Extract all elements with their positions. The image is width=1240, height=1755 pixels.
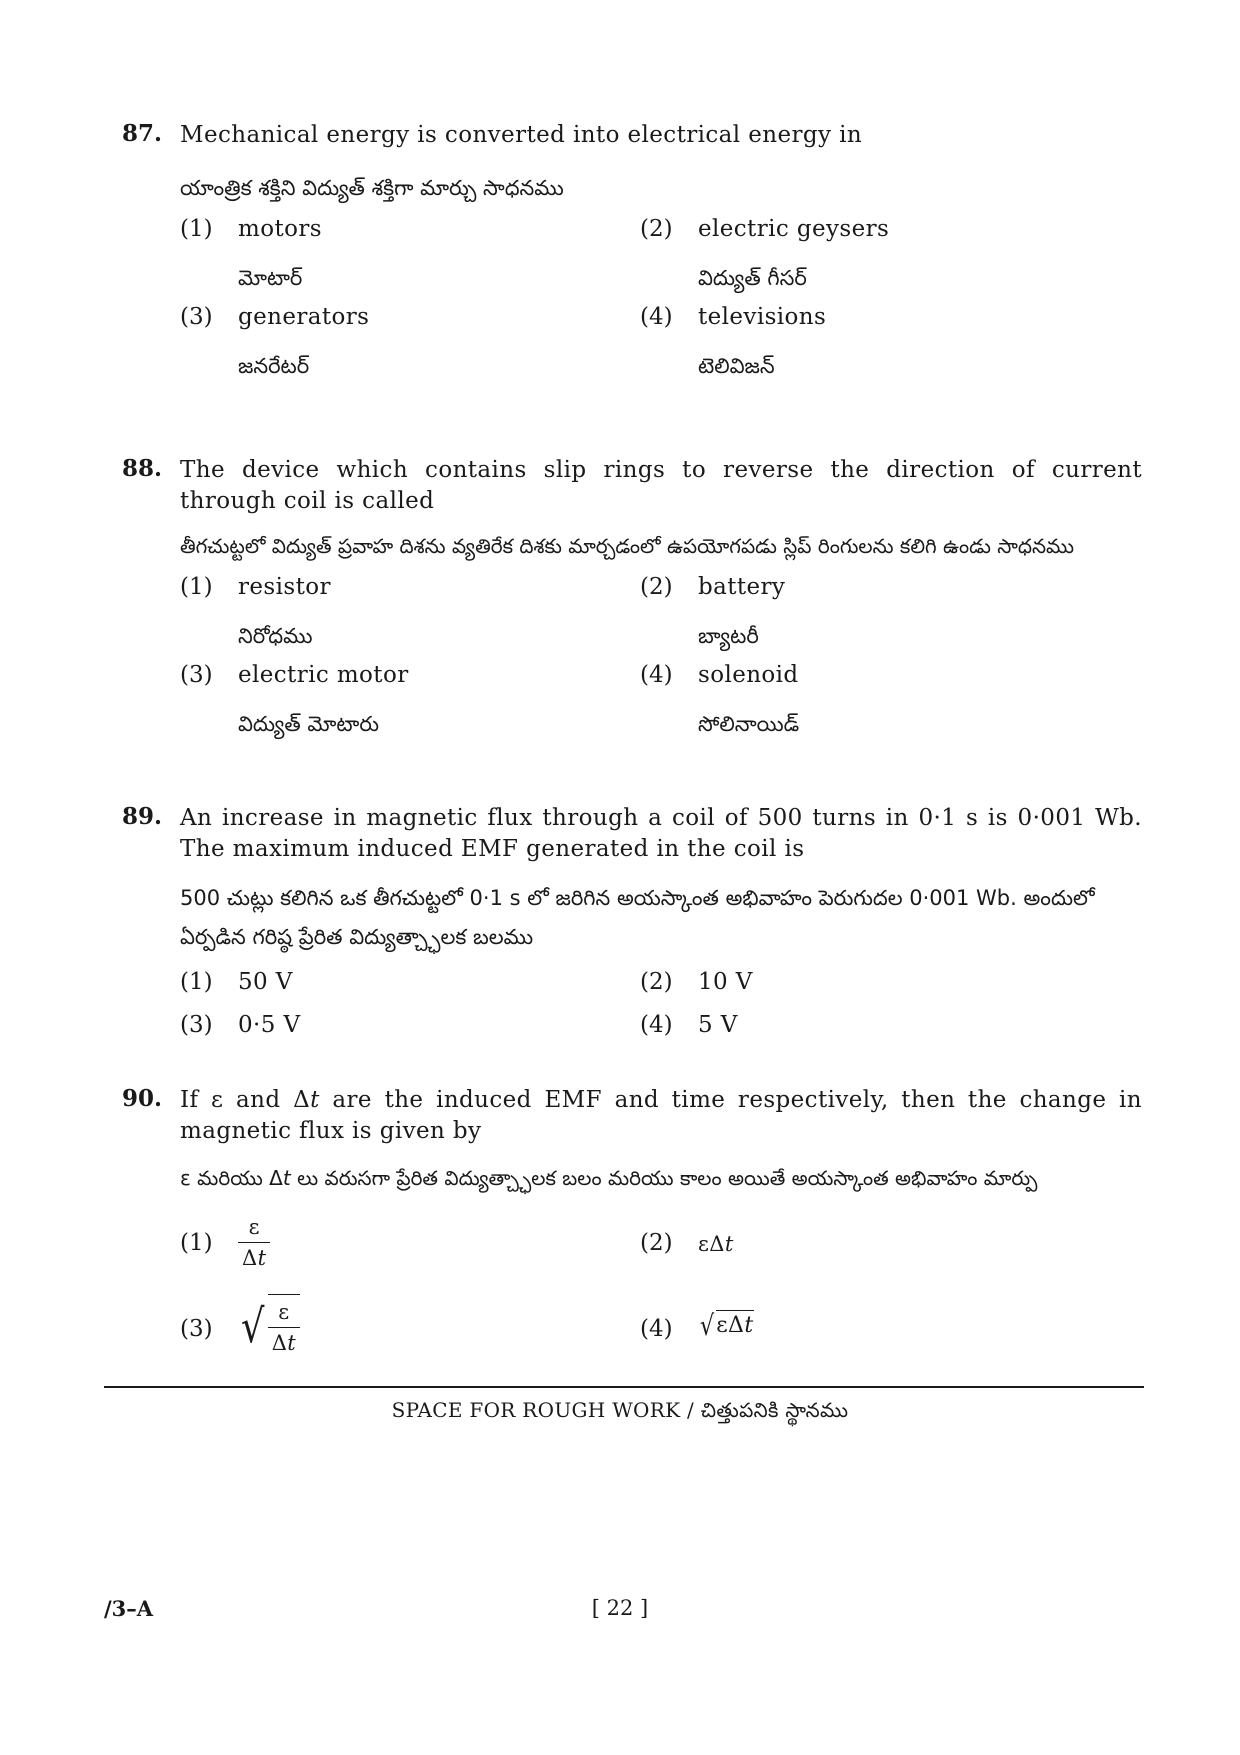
page-number: [ 22 ] [591,1596,649,1620]
option-number: (4) [640,304,673,330]
square-root [698,1310,754,1342]
numerator: ε [238,1212,270,1243]
epsilon-delta: εΔ [698,1232,725,1256]
time-symbol: t [310,1087,320,1113]
fraction [268,1297,300,1358]
option-number: (4) [640,662,673,688]
question-number: 90. [122,1085,163,1112]
time-symbol: t [282,1166,291,1190]
options [180,574,1142,754]
option-1 [180,1212,630,1282]
radical-sign: √ [240,1299,265,1353]
option-number: (3) [180,662,213,688]
options [180,1212,1142,1392]
numerator: ε [268,1297,300,1328]
option-number: (2) [640,216,673,242]
question-text-telugu: యాంత్రిక శక్తిని విద్యుత్ శక్తిగా మార్చు సాధనము [180,176,564,200]
option-text-english: 0·5 V [238,1012,301,1038]
booklet-code: /3–A [104,1596,154,1621]
delta-symbol: Δ [271,1331,288,1355]
text-part: are the induced EMF and time respectively, then the change in magnetic flux is given by [180,1087,1143,1144]
question-text-telugu [180,1159,1142,1198]
time-symbol: t [724,1232,734,1256]
option-text-english: motors [238,216,322,242]
option-text-english: 10 V [698,969,753,995]
option-text-telugu: విద్యుత్ మోటారు [238,712,380,736]
question-text-english: An increase in magnetic flux through a coil of 500 turns in 0·1 s is 0·001 Wb. The maximum induced EMF generated in the coil is [180,805,1142,862]
option-text-english: televisions [698,304,827,330]
option-number: (3) [180,1316,213,1342]
options [180,216,1142,396]
question-text-english [180,1085,1142,1147]
option-number: (3) [180,304,213,330]
question-number: 88. [122,455,163,482]
option-text-telugu: జనరేటర్ [238,354,310,378]
option-number: (2) [640,1230,673,1256]
radicand [268,1294,300,1358]
denominator [238,1243,270,1273]
question-89 [122,803,1142,1053]
question-90 [122,1085,1142,1392]
question-text-english: The device which contains slip rings to reverse the direction of current through coil is called [180,457,1142,514]
square-root [238,1294,300,1358]
option-text-english: generators [238,304,370,330]
option-formula [698,1310,754,1342]
option-text-telugu: నిరోధము [238,624,313,648]
denominator [268,1328,300,1358]
option-text-english: 50 V [238,969,293,995]
option-formula [698,1232,734,1256]
option-formula [238,1294,300,1358]
text-part: If ε and Δ [180,1087,311,1113]
text-part: లు వరుసగా ప్రేరిత విద్యుత్చ్ఛాలక బలం మరియు కాలం అయితే అయస్కాంత అభివాహం మార్పు [290,1166,1038,1190]
time-symbol: t [744,1313,754,1338]
question-text-telugu: తీగచుట్టలో విద్యుత్ ప్రవాహ దిశను వ్యతిరేక దిశకు మార్చడంలో ఉపయోగపడు స్లిప్ రింగులను కలిగి ఉండు సాధనము [180,534,1075,558]
time-symbol: t [257,1246,267,1270]
option-text-telugu: సోలినాయిడ్ [698,712,800,736]
option-text-telugu: విద్యుత్ గీసర్ [698,266,807,290]
option-text-english: electric motor [238,662,409,688]
option-text-english: resistor [238,574,331,600]
fraction [238,1212,270,1273]
option-number: (4) [640,1316,673,1342]
rough-work-divider [104,1386,1144,1388]
epsilon-delta: εΔ [716,1313,745,1338]
option-number: (1) [180,1230,213,1256]
option-text-english: solenoid [698,662,799,688]
text-part: ε మరియు Δ [180,1166,283,1190]
option-number: (1) [180,969,213,995]
question-text-telugu: 500 చుట్లు కలిగిన ఒక తీగచుట్టలో 0·1 s లో జరిగిన అయస్కాంత అభివాహం పెరుగుదల 0·001 Wb. అందులో ఏర్పడిన గరిష్ఠ ప్రేరిత విద్యుత్చ్ఛాలక బలము [180,886,1095,949]
options [180,969,1142,1053]
question-number: 89. [122,803,163,830]
time-symbol: t [287,1331,297,1355]
option-number: (1) [180,574,213,600]
option-text-telugu: బ్యాటరీ [698,624,759,648]
question-text-english: Mechanical energy is converted into electrical energy in [180,122,863,148]
option-number: (4) [640,1012,673,1038]
rough-work-label: SPACE FOR ROUGH WORK / చిత్తుపనికి స్థానము [391,1398,849,1422]
option-text-telugu: టెలివిజన్ [698,354,775,378]
option-number: (1) [180,216,213,242]
option-number: (2) [640,574,673,600]
option-text-english: 5 V [698,1012,738,1038]
option-text-english: electric geysers [698,216,890,242]
radical-sign: √ [699,1309,715,1342]
option-text-english: battery [698,574,786,600]
option-number: (2) [640,969,673,995]
radicand [716,1310,753,1342]
question-88 [122,455,1142,754]
option-number: (3) [180,1012,213,1038]
option-formula [238,1212,270,1273]
option-text-telugu: మోటార్ [238,266,303,290]
question-87 [122,120,1142,396]
question-number: 87. [122,120,163,147]
delta-symbol: Δ [242,1246,258,1270]
